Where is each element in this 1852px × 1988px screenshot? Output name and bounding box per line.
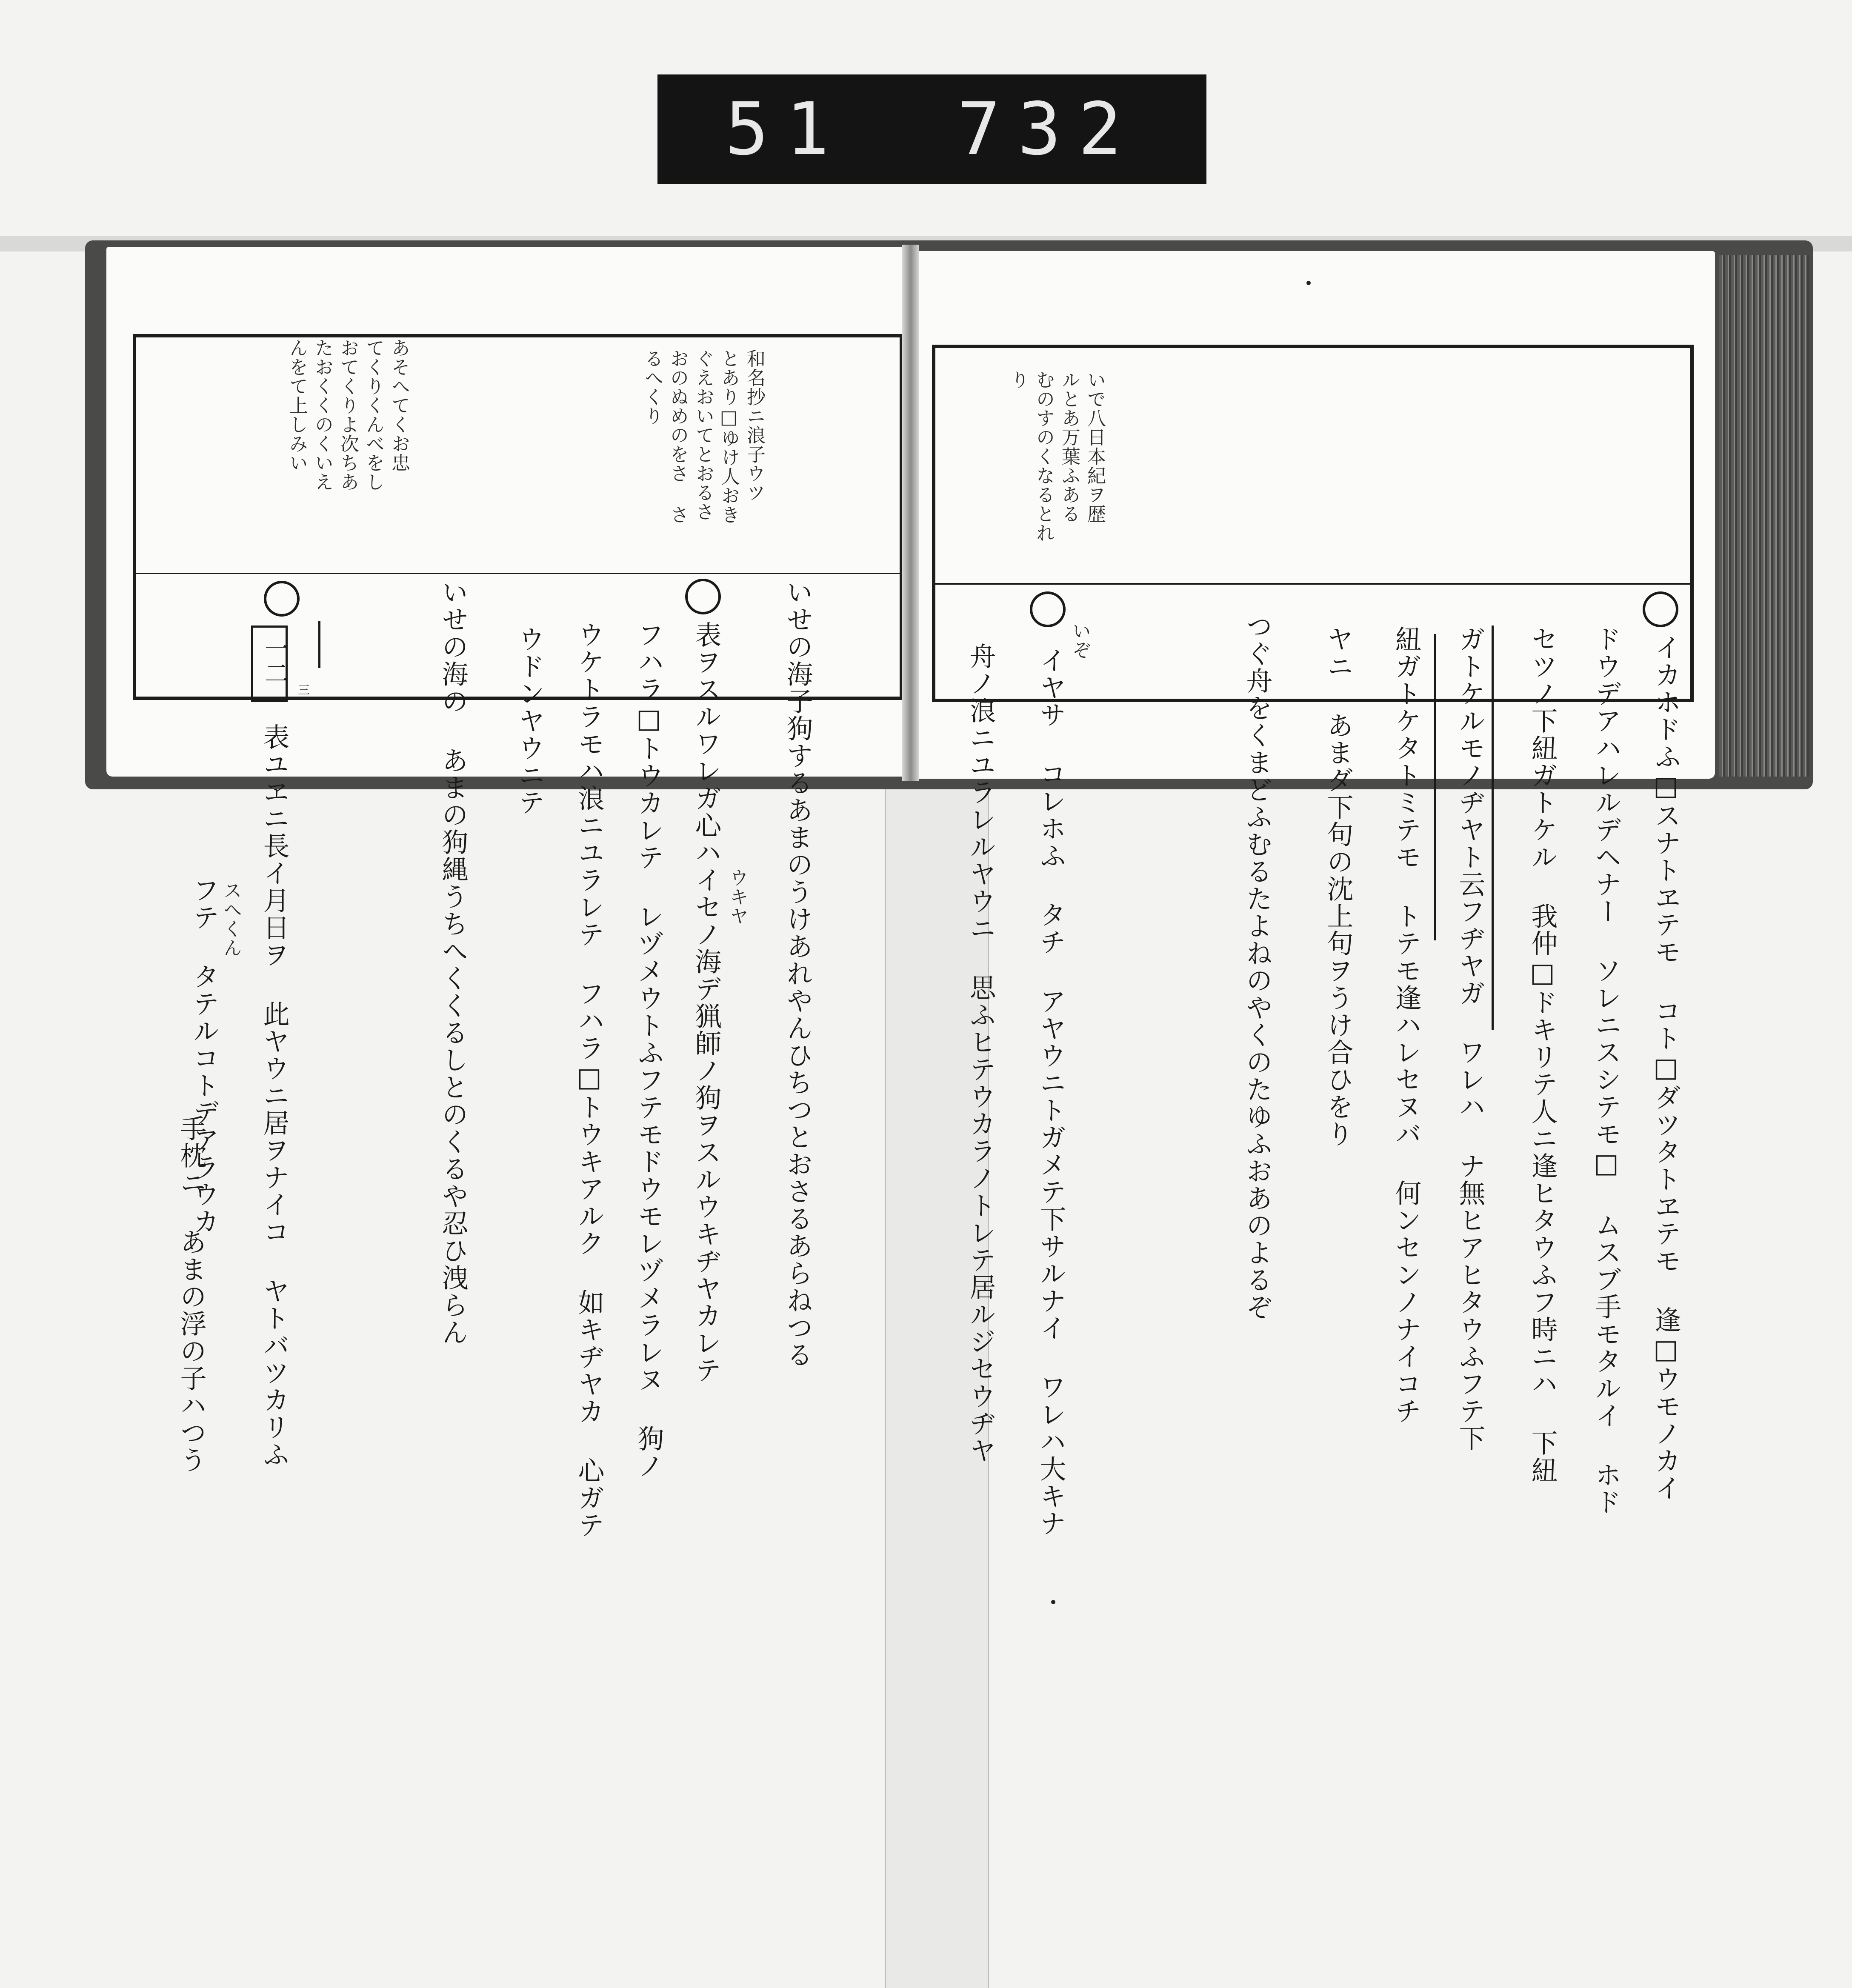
left-header-note: るへくり [641, 349, 663, 426]
right-text-column: ドウデアハレルデヘナー ソレニスシテモ□ ムスブ手モタルイ ホド [1591, 626, 1622, 1516]
book-gutter [902, 245, 919, 781]
scan-speck [1306, 281, 1311, 285]
section-circle-mark [685, 579, 721, 614]
boxed-number [251, 626, 288, 702]
left-text-column: 手枕ニ あまの浮の子ハつう [176, 1115, 207, 1474]
left-page-header-divider [133, 573, 903, 574]
section-circle-mark [264, 581, 300, 617]
catalog-number-part1: 51 [725, 87, 846, 171]
right-ruby-annotation: いぞ [1069, 621, 1091, 660]
right-page-header-divider [932, 583, 1694, 585]
right-text-column: ヤニ あまダ下句の沈上句ヲうけ合ひをり [1323, 626, 1354, 1148]
right-header-note: いで八日本紀ヲ歴 [1084, 370, 1106, 523]
right-page [915, 251, 1715, 1537]
right-text-column: 紐ガトケタトミテモ トテモ逢ハレセヌバ 何ンセンノナイコチ [1391, 626, 1422, 1425]
right-text-column: セツノ下紐ガトケル 我仲□ドキリテ人ニ逢ヒタウふフ時ニハ 下紐 [1527, 626, 1558, 1484]
scan-speck [1051, 1600, 1055, 1604]
right-header-note: むのすのくなるとれ [1033, 370, 1055, 543]
left-text-column: いせの海子狗するあまのうけあれやんひちつとおさるあらねつる [782, 579, 813, 1368]
left-header-note: んをて上しみい [286, 338, 308, 472]
left-header-note: 和名抄ニ浪子ウツ [743, 349, 765, 502]
left-header-note: おてくりよ次ちあ [337, 338, 359, 491]
left-header-note: てくりくんべをし [363, 338, 384, 491]
right-text-column: 舟ノ浪ニユラレルヤウニ 思ふヒテウカラノトレテ居ルジセウヂヤ [965, 643, 996, 1464]
left-text-column: 表ユヱニ長イ月日ヲ 此ヤウニ居ヲナイコ ヤトバツカリふ [259, 723, 290, 1468]
left-ruby-annotation: スへくん [220, 881, 242, 957]
right-header-note: り [1007, 370, 1029, 389]
right-text-column: イカホドふ□スナトヱテモ コト□ダツタトヱテモ 逢□ウモノカイ [1650, 634, 1681, 1502]
left-text-column: ウケトラモハ浪ニユラレテ フハラ□トウキアルク 如キヂヤカ 心ガテ [574, 621, 605, 1539]
section-circle-mark [1643, 591, 1678, 627]
right-text-column: つぐ舟をくまどふむるたよねのやくのたゆふおあのよるぞ [1242, 613, 1273, 1321]
catalog-number-label [657, 74, 1206, 184]
book-page-edges [1719, 255, 1809, 777]
left-header-note: たおくくのくいえ [312, 338, 333, 491]
boxed-number-text: 一二 [261, 636, 289, 686]
page-mark: 三 [298, 683, 310, 697]
left-ruby-annotation: ウキヤ [726, 868, 748, 925]
left-header-note: あそへてくお忠 [388, 338, 410, 472]
emphasis-bar [1492, 626, 1494, 1030]
left-header-note: おのぬめのをさ さ [667, 349, 689, 524]
left-header-note: ぐえおいてとおるさ [692, 349, 714, 521]
left-header-note: とあり□ゆけ人おき [718, 349, 740, 524]
section-circle-mark [1030, 591, 1066, 627]
right-text-column: イヤサ コレホふ タチ アヤウニトガメテ下サルナイ ワレハ大キナ [1035, 647, 1066, 1537]
left-text-column: ウドンヤウニテ [514, 626, 545, 816]
left-text-column: いせの海の あまの狗縄うちへくくるしとのくるや忍ひ洩らん [437, 579, 469, 1346]
emphasis-bar [318, 621, 320, 668]
emphasis-bar [1434, 634, 1436, 940]
catalog-number-part2: 732 [957, 87, 1139, 171]
left-text-column: フハラ□トウカレテ レヅメウトふフテモドウモレヅメラレヌ 狗ノ [633, 621, 664, 1480]
left-text-column: 表ヲスルワレガ心ハイセノ海デ猟師ノ狗ヲスルウキヂヤカレテ [691, 621, 722, 1384]
right-header-note: ルとあ万葉ふある [1058, 370, 1080, 523]
left-text-column: フテ タテルコトデアラウカ [189, 877, 220, 1235]
right-text-column: ガトケルモノヂヤト云フヂヤガ ワレハ ナ無ヒアヒタウふフテ下 [1455, 626, 1486, 1452]
